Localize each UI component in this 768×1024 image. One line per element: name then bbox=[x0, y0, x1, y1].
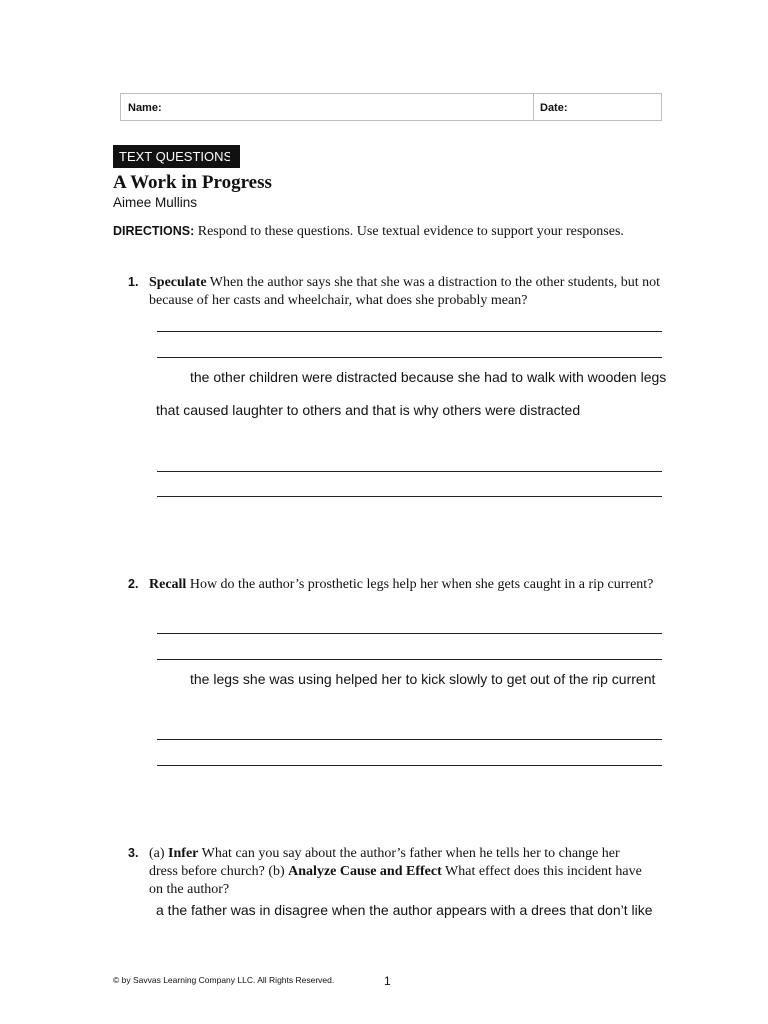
answer-line bbox=[157, 739, 662, 740]
question-1-text bbox=[149, 274, 669, 310]
answer-line bbox=[157, 659, 662, 660]
directions bbox=[113, 222, 673, 241]
answer-line bbox=[157, 765, 662, 766]
answer-line bbox=[157, 471, 662, 472]
part-marker: (a) bbox=[149, 846, 169, 861]
question-keyword: Infer bbox=[168, 846, 199, 861]
copyright-footer: © by Savvas Learning Company LLC. All Rights Reserved. bbox=[113, 975, 335, 985]
date-label: Date: bbox=[540, 102, 568, 114]
page-title: A Work in Progress bbox=[113, 172, 272, 193]
answer-line bbox=[157, 357, 662, 358]
question-number: 2. bbox=[128, 577, 139, 591]
question-body: How do the author’s prosthetic legs help her when she gets caught in a rip current? bbox=[186, 577, 654, 592]
section-banner: TEXT QUESTIONS bbox=[113, 145, 240, 168]
question-3-text bbox=[149, 845, 649, 899]
banner-arrow-icon bbox=[230, 145, 239, 167]
question-keyword: Recall bbox=[149, 577, 187, 592]
answer-line bbox=[157, 633, 662, 634]
box-divider bbox=[533, 94, 534, 120]
question-keyword: Speculate bbox=[149, 275, 207, 290]
answer-text: a the father was in disagree when the author appears with a drees that don’t like bbox=[156, 902, 653, 918]
answer-line bbox=[157, 331, 662, 332]
name-date-box bbox=[120, 93, 662, 121]
author-name: Aimee Mullins bbox=[113, 195, 198, 210]
answer-text: the other children were distracted because she had to walk with wooden legs bbox=[190, 369, 667, 385]
question-2-text bbox=[149, 576, 669, 594]
question-number: 3. bbox=[128, 846, 139, 860]
answer-text: the legs she was using helped her to kick slowly to get out of the rip current bbox=[190, 671, 656, 687]
question-body: When the author says she that she was a distraction to the other students, but not because of her casts and wheelchair, what does she probably mean? bbox=[149, 275, 661, 308]
directions-label: DIRECTIONS: bbox=[113, 224, 195, 238]
question-number: 1. bbox=[128, 275, 139, 289]
directions-text: Respond to these questions. Use textual evidence to support your responses. bbox=[194, 224, 624, 239]
answer-text: that caused laughter to others and that is why others were distracted bbox=[156, 402, 581, 418]
question-body: What effect does this incident have on the author? bbox=[149, 864, 642, 897]
answer-line bbox=[157, 496, 662, 497]
question-body: What can you say about the author’s father when he tells her to change her dress before church? (b) bbox=[149, 846, 620, 879]
name-label: Name: bbox=[128, 102, 162, 114]
question-keyword: Analyze Cause and Effect bbox=[288, 864, 442, 879]
page-number: 1 bbox=[384, 974, 391, 988]
